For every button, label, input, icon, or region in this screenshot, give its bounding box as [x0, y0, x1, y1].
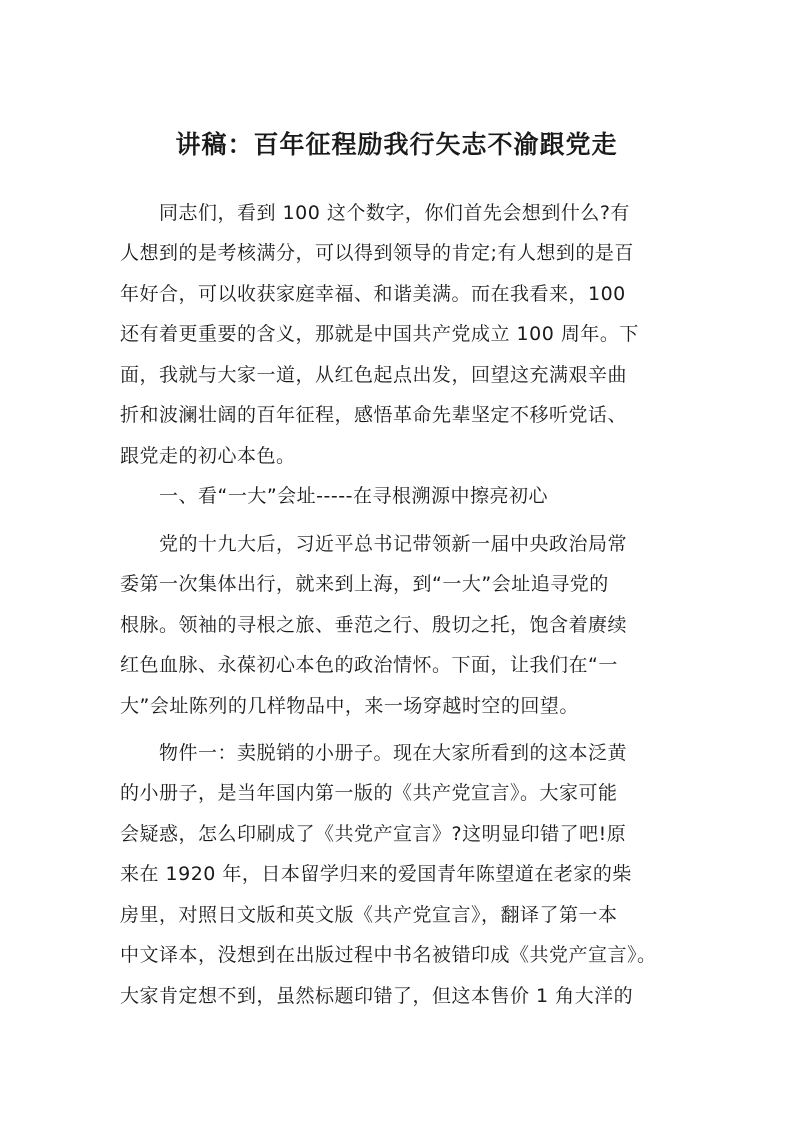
- paragraph-line: 同志们，看到 100 这个数字，你们首先会想到什么?有: [120, 202, 630, 224]
- paragraph-line: 红色血脉、永葆初心本色的政治情怀。下面，让我们在“一: [120, 654, 618, 676]
- section-heading: 一、看“一大”会址-----在寻根溯源中擦亮初心: [120, 485, 548, 507]
- paragraph-line: 面，我就与大家一道，从红色起点出发，回望这充满艰辛曲: [120, 364, 628, 386]
- paragraph-line: 中文译本，没想到在出版过程中书名被错印成《共党产宣言》。: [120, 944, 657, 966]
- document-title: 讲稿：百年征程励我行矢志不渝跟党走: [175, 130, 618, 159]
- paragraph-line: 折和波澜壮阔的百年征程，感悟革命先辈坚定不移听党话、: [120, 404, 628, 426]
- paragraph-line: 来在 1920 年，日本留学归来的爱国青年陈望道在老家的柴: [120, 863, 632, 885]
- paragraph-line: 大家肯定想不到，虽然标题印错了，但这本售价 1 角大洋的: [120, 985, 634, 1007]
- paragraph-line: 大”会址陈列的几样物品中，来一场穿越时空的回望。: [120, 695, 579, 717]
- paragraph-line: 党的十九大后，习近平总书记带领新一届中央政治局常: [120, 533, 628, 555]
- paragraph-line: 跟党走的初心本色。: [120, 445, 296, 467]
- paragraph-line: 委第一次集体出行，就来到上海，到“一大”会址追寻党的: [120, 573, 609, 595]
- paragraph-line: 房里，对照日文版和英文版《共产党宣言》，翻译了第一本: [120, 904, 618, 926]
- paragraph-line: 会疑惑，怎么印刷成了《共党产宣言》?这明显印错了吧!原: [120, 823, 627, 845]
- paragraph-line: 的小册子，是当年国内第一版的《共产党宣言》。大家可能: [120, 782, 618, 804]
- paragraph-line: 人想到的是考核满分，可以得到领导的肯定;有人想到的是百: [120, 242, 634, 264]
- paragraph-line: 还有着更重要的含义，那就是中国共产党成立 100 周年。下: [120, 323, 639, 345]
- paragraph-line: 物件一：卖脱销的小册子。现在大家所看到的这本泛黄: [120, 742, 628, 764]
- paragraph-line: 根脉。领袖的寻根之旅、垂范之行、殷切之托，饱含着赓续: [120, 614, 628, 636]
- paragraph-line: 年好合，可以收获家庭幸福、和谐美满。而在我看来，100: [120, 283, 626, 305]
